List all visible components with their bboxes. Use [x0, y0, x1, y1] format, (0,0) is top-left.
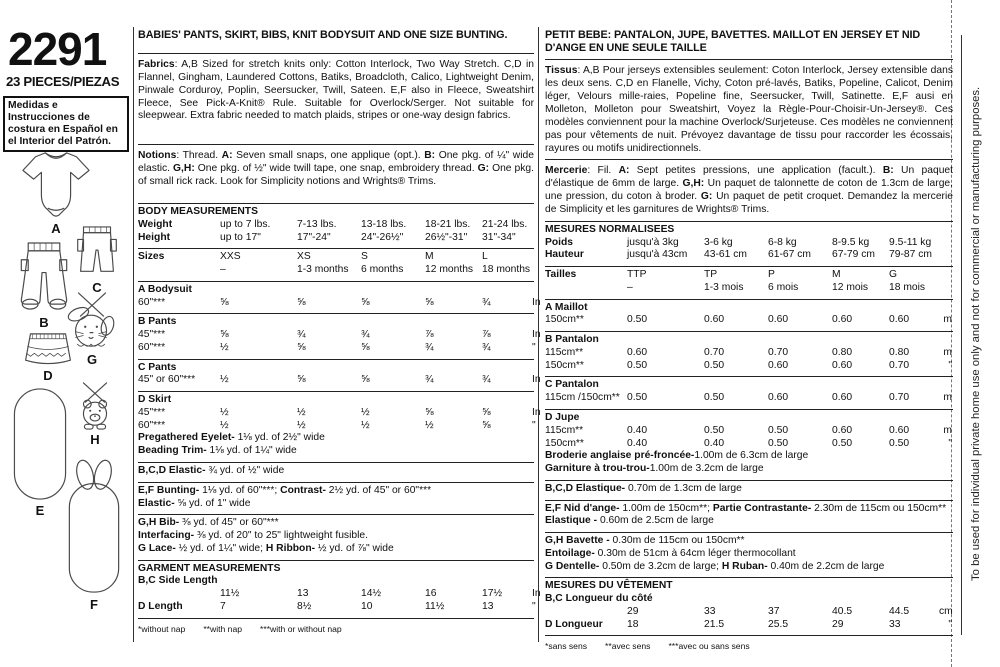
table-row: G Dentelle- 0.50m de 3.2cm de large; H Ruban- 0.40m de 2.2cm de large [545, 560, 885, 572]
table-cell: 0.50 [627, 392, 648, 404]
table-row [138, 264, 534, 277]
table-row: G,H Bib- ⅜ yd. of 45" or 60"*** [138, 517, 279, 529]
bunny-bunting-icon [65, 458, 123, 596]
table-cell: 0.70 [889, 392, 910, 404]
table-cell: ⅝ [220, 296, 229, 308]
french-fabrics-paragraph: Tissus: A,B Pour jerseys extensibles seulement: Coton Interlock, Jersey extensible dans les deux sens. C,D en Flanelle, Vichy, Coton pré-lavés, Batiks, Popeline, Calicot, Denim léger, Velours mille-raies, Popeline fine, Seersucker, Twill, Satinette. E,F ausi en Molleton, Molleton pour Sweatshirt, Voyez la Règle-Pour-Choisir-Un-Jersey®. Ces modèles conviennent pour la machine Overlock/Surjeteuse. Ces modèles ne conviennent pas pour vêtements de nuit. Prévoyez davantage de tissu pour raccorder les écossais, rayures ou motifs unidirectionnels. [545, 65, 953, 154]
table-cell: 6 months [361, 264, 404, 276]
table-row: BODY MEASUREMENTS [138, 206, 258, 217]
table-cell: ½ [220, 341, 229, 353]
table-cell: 31"-34" [482, 231, 516, 243]
table-section [138, 561, 541, 619]
table-cell: up to 17" [220, 231, 261, 243]
table-section [545, 332, 953, 377]
table-cell: 21.5 [704, 618, 725, 630]
skirt-icon [22, 330, 74, 367]
table-cell: up to 7 lbs. [220, 218, 271, 230]
table-cell: 0.50 [768, 424, 789, 436]
table-cell: 0.50 [704, 392, 725, 404]
table-cell: S [361, 251, 368, 263]
footnote: ***avec ou sans sens [668, 641, 750, 652]
view-d-sketch [21, 330, 75, 383]
table-row: E,F Nid d'ange- 1.00m de 150cm**; Partie Contrastante- 2.30m de 115cm ou 150cm** [545, 502, 947, 514]
table-row [545, 392, 953, 405]
table-section [138, 360, 541, 393]
french-column [545, 27, 953, 652]
table-cell: 43-61 cm [704, 249, 747, 261]
table-cell: 0.50 [704, 424, 725, 436]
table-section [138, 314, 541, 359]
table-cell: 6 mois [768, 281, 799, 293]
row-label: 115cm** [545, 346, 584, 358]
table-row: Garniture à trou-trou-1.00m de 3.2cm de large [545, 463, 764, 475]
table-cell: ⅝ [361, 296, 370, 308]
english-fabrics-paragraph: Fabrics: A,B Sized for stretch knits only: Cotton Interlock, Two Way Stretch. C,D in Flannel, Gingham, Laundered Cottons, Batiks, Broadcloth, Calico, Lightweight Denim, Pinwale Corduroy, Poplin, Seersucker, Twill, Sateen. E,F also in Fleece, Sweatshirt Fleece, See Pick-A-Knit® Rule. Suitable for Overlock/Serger. Not suitable for sleepwear. Extra fabric needed to match plaids, stripes or one-way design fabrics. [138, 59, 534, 122]
table-cell: 14½ [361, 588, 382, 600]
table-section [545, 578, 953, 636]
view-a-label: A [51, 221, 61, 236]
table-cell: P [768, 269, 775, 281]
table-cell: jusqu'à 3kg [627, 236, 679, 248]
row-label: 150cm** [545, 437, 584, 449]
view-d-label: D [43, 368, 53, 383]
table-cell: 0.60 [768, 359, 789, 371]
unit-cell: m [943, 314, 952, 326]
table-cell: 0.70 [704, 346, 725, 358]
table-cell: ⅝ [425, 406, 434, 418]
table-row: B Pants [138, 316, 177, 328]
table-section [545, 533, 953, 578]
table-section [138, 463, 534, 483]
table-cell: 0.60 [832, 392, 853, 404]
table-row [138, 588, 541, 601]
table-cell: 8½ [297, 600, 312, 612]
french-notions-paragraph: Mercerie: Fil. A: Sept petites pressions, une application (facult.). B: Un paquet d'élastique de 6mm de large. G,H: Un paquet de talonnette de coton de 1.3cm de large, une pression, du coton à broder. G: Un paquet de petit croquet. Demandez la mercerie de Simplicity et les garnitures de Wrights® Trims. [545, 165, 954, 215]
table-row: Entoilage- 0.30m de 51cm à 64cm léger thermocollant [545, 547, 796, 559]
row-label: Sizes [138, 251, 165, 263]
table-cell: 37 [768, 605, 780, 617]
table-cell: 0.50 [832, 437, 853, 449]
table-row [545, 269, 953, 282]
table-cell: ½ [220, 374, 229, 386]
table-cell: 61-67 cm [768, 249, 811, 261]
table-row [138, 329, 541, 342]
table-cell: 13-18 lbs. [361, 218, 407, 230]
table-row: MESURES DU VÊTEMENT [545, 580, 673, 592]
spanish-note-box: Medidas e Instrucciones de costura en Español en el Interior del Patrón. [3, 96, 129, 152]
table-row [545, 347, 953, 360]
table-row: Elastique - 0.60m de 2.5cm de large [545, 515, 714, 527]
row-label: 150cm** [545, 359, 584, 371]
table-cell: 0.40 [704, 437, 725, 449]
table-row [138, 251, 534, 264]
table-cell: 1-3 months [297, 264, 349, 276]
table-cell: G [889, 269, 898, 281]
table-cell: ½ [220, 419, 229, 431]
table-row: C Pants [138, 361, 177, 373]
row-label: 115cm /150cm** [545, 392, 620, 404]
unit-cell: " [948, 359, 952, 371]
unit-cell: In [532, 296, 541, 308]
table-cell: XS [297, 251, 311, 263]
table-row: GARMENT MEASUREMENTS [138, 562, 281, 574]
table-cell: 0.60 [768, 392, 789, 404]
row-label: Poids [545, 236, 574, 248]
view-c-label: C [92, 280, 102, 295]
table-cell: 0.60 [832, 424, 853, 436]
row-label: D Length [138, 600, 183, 612]
row-label: D Longueur [545, 618, 603, 630]
table-cell: 3-6 kg [704, 236, 733, 248]
view-c-sketch [74, 225, 120, 295]
table-section [545, 501, 953, 534]
table-cell: 18 mois [889, 281, 926, 293]
unit-cell: " [532, 419, 536, 431]
row-label: 45" or 60"*** [138, 374, 196, 386]
row-label: Hauteur [545, 249, 584, 261]
table-cell: ¾ [482, 341, 491, 353]
table-cell: 0.60 [768, 314, 789, 326]
legal-vertical-text: To be used for individual private home use only and not for commercial or manufacturing purposes. [970, 86, 982, 581]
table-section [545, 222, 953, 267]
table-cell: ⅝ [297, 374, 306, 386]
table-cell: 13 [297, 588, 309, 600]
table-cell: ⅝ [482, 419, 491, 431]
view-f-sketch [64, 458, 124, 612]
table-cell: 33 [889, 618, 901, 630]
table-cell: 0.60 [832, 314, 853, 326]
table-row: B,C,D Elastic- ¾ yd. of ½" wide [138, 465, 285, 477]
row-label: 60"*** [138, 341, 166, 353]
table-row: Broderie anglaise pré-froncée-1.00m de 6.3cm de large [545, 450, 809, 462]
table-cell: 0.60 [704, 314, 725, 326]
footnote: *sans sens [545, 641, 588, 652]
table-cell: 0.80 [889, 346, 910, 358]
table-cell: 24"-26½" [361, 231, 404, 243]
table-cell: 18-21 lbs. [425, 218, 471, 230]
table-cell: – [220, 264, 226, 276]
english-notions-paragraph: Notions: Thread. A: Seven small snaps, one applique (opt.). B: One pkg. of ¼" wide elastic. G,H: One pkg. of ½" wide twill tape, one snap, embroidery thread. G: One pkg. of small rick rack. Look for Simplicity notions and Wrights® Trims. [138, 150, 534, 187]
table-row: A Maillot [545, 301, 588, 313]
bunting-icon [11, 386, 69, 502]
bodysuit-icon [18, 148, 94, 220]
table-row: Beading Trim- 1⅛ yd. of 1¼" wide [138, 445, 297, 457]
table-row [545, 425, 953, 438]
row-label: 60"*** [138, 296, 166, 308]
unit-cell: In [532, 588, 541, 600]
row-label: 150cm** [545, 314, 584, 326]
table-cell: 10 [361, 600, 373, 612]
view-h-sketch [74, 381, 116, 447]
row-label: 45"*** [138, 406, 166, 418]
view-g-label: G [86, 352, 98, 367]
view-a-sketch [14, 148, 98, 236]
row-label: Weight [138, 218, 173, 230]
unit-cell: m [943, 392, 952, 404]
unit-cell: m [943, 424, 952, 436]
unit-cell: cm [939, 605, 953, 617]
french-yardage-table [545, 222, 953, 637]
table-row: C Pantalon [545, 379, 599, 391]
table-row: G,H Bavette - 0.30m de 115cm ou 150cm** [545, 535, 745, 547]
table-row: Pregathered Eyelet- 1⅛ yd. of 2½" wide [138, 432, 325, 444]
table-row [138, 406, 541, 420]
table-cell: ½ [220, 406, 229, 418]
table-row [138, 374, 541, 387]
footnote: ***with or without nap [260, 623, 342, 634]
table-cell: 13 [482, 600, 494, 612]
pieces-count: 23 PIECES/PIEZAS [6, 74, 120, 89]
table-cell: ¾ [425, 374, 434, 386]
table-cell: TTP [627, 269, 647, 281]
table-section [138, 249, 534, 282]
table-cell: 0.50 [627, 359, 648, 371]
table-section [138, 392, 541, 463]
table-cell: 9.5-11 kg [889, 236, 932, 248]
table-section [138, 204, 534, 249]
table-cell: 0.40 [627, 437, 648, 449]
table-row [138, 601, 534, 614]
table-row: B,C Longueur du côté [545, 593, 653, 605]
table-cell: 11½ [425, 600, 445, 612]
table-cell: 29 [627, 605, 639, 617]
row-label: 60"*** [138, 419, 166, 431]
table-cell: 18 [627, 618, 639, 630]
table-cell: 0.50 [704, 359, 725, 371]
table-cell: 67-79 cm [832, 249, 875, 261]
table-cell: 40.5 [832, 605, 853, 617]
view-e-label: E [35, 503, 45, 518]
table-cell: ¾ [297, 329, 306, 341]
unit-cell: " [532, 341, 536, 353]
table-section [545, 300, 953, 333]
bear-bib-icon [75, 381, 115, 431]
table-cell: ⅞ [425, 329, 434, 341]
english-yardage-table [138, 204, 541, 619]
english-footnotes [138, 619, 534, 635]
table-cell: ⅞ [482, 329, 491, 341]
table-section [138, 483, 534, 516]
table-cell: 17"-24" [297, 231, 331, 243]
sidebar [0, 0, 132, 667]
unit-cell: In [532, 374, 541, 386]
table-cell: 16 [425, 588, 437, 600]
table-row [545, 314, 953, 327]
table-cell: jusqu'à 43cm [627, 249, 688, 261]
table-cell: L [482, 251, 488, 263]
table-cell: TP [704, 269, 718, 281]
table-row: B Pantalon [545, 334, 599, 346]
footnote: **with nap [203, 623, 243, 634]
french-footnotes [545, 636, 953, 652]
table-cell: 8-9.5 kg [832, 236, 870, 248]
table-cell: – [627, 281, 633, 293]
table-cell: ¾ [482, 296, 491, 308]
table-cell: ⅝ [297, 296, 306, 308]
table-row: D Jupe [545, 411, 580, 423]
table-cell: ½ [361, 419, 370, 431]
table-row: A Bodysuit [138, 283, 192, 295]
table-cell: ½ [425, 419, 434, 431]
table-cell: 7-13 lbs. [297, 218, 337, 230]
table-row [138, 420, 534, 433]
table-section [545, 481, 953, 501]
french-title: PETIT BEBE: PANTALON, JUPE, BAVETTES. MAILLOT EN JERSEY ET NID D'ANGE EN UNE SEULE TAILLE [545, 29, 921, 55]
table-cell: 0.80 [832, 346, 853, 358]
table-row [545, 606, 953, 619]
table-cell: ⅝ [220, 329, 229, 341]
table-row: B,C Side Length [138, 575, 218, 587]
table-section [545, 410, 953, 481]
unit-cell: In [532, 329, 541, 341]
view-f-label: F [90, 597, 98, 612]
table-row [138, 219, 534, 232]
table-cell: XXS [220, 251, 241, 263]
table-cell: 44.5 [889, 605, 910, 617]
table-cell: 0.60 [889, 314, 910, 326]
view-h-label: H [90, 432, 100, 447]
table-section [138, 515, 534, 560]
table-cell: 21-24 lbs. [482, 218, 528, 230]
table-cell: 1-3 mois [704, 281, 744, 293]
table-row: Interfacing- ⅜ yd. of 20" to 25" lightweight fusible. [138, 530, 368, 542]
table-cell: 79-87 cm [889, 249, 932, 261]
table-cell: ¾ [361, 329, 370, 341]
table-row [545, 249, 953, 262]
table-cell: ½ [297, 406, 306, 418]
table-cell: 29 [832, 618, 844, 630]
pattern-number: 2291 [8, 23, 107, 75]
table-cell: 7 [220, 600, 226, 612]
table-row [138, 342, 534, 355]
table-cell: ⅝ [297, 341, 306, 353]
table-cell: 0.50 [627, 314, 648, 326]
table-row [545, 360, 953, 373]
table-row: Elastic- ⅝ yd. of 1" wide [138, 497, 251, 509]
table-row: MESURES NORMALISEES [545, 223, 675, 235]
table-cell: 0.50 [889, 437, 910, 449]
view-b-label: B [39, 315, 49, 330]
table-cell: ¾ [482, 374, 491, 386]
divider-sidebar-english [133, 27, 134, 642]
table-row: B,C,D Elastique- 0.70m de 1.3cm de large [545, 482, 742, 494]
table-cell: 0.50 [768, 437, 789, 449]
table-cell: M [832, 269, 841, 281]
row-label: 115cm** [545, 424, 584, 436]
table-cell: 6-8 kg [768, 236, 797, 248]
divider-legal [961, 35, 962, 635]
unit-cell: m [943, 346, 952, 358]
table-cell: 25.5 [768, 618, 789, 630]
table-cell: 26½"-31" [425, 231, 468, 243]
table-cell: ½ [361, 406, 370, 418]
table-cell: 0.60 [627, 346, 648, 358]
table-row [545, 438, 953, 451]
row-label: 45"*** [138, 329, 166, 341]
table-row: G Lace- ½ yd. of 1¼" wide; H Ribbon- ½ yd. of ⅞" wide [138, 542, 394, 554]
table-cell: ⅝ [482, 406, 491, 418]
table-row: E,F Bunting- 1⅛ yd. of 60"***; Contrast- 2½ yd. of 45" or 60"*** [138, 484, 432, 496]
table-row [138, 296, 541, 310]
unit-cell: " [948, 437, 952, 449]
english-title: BABIES' PANTS, SKIRT, BIBS, KNIT BODYSUIT AND ONE SIZE BUNTING. [138, 29, 508, 41]
table-cell: 18 months [482, 264, 531, 276]
table-row [138, 232, 534, 245]
row-label: Height [138, 231, 171, 243]
table-cell: 12 mois [832, 281, 869, 293]
unit-cell: In [532, 406, 541, 418]
table-cell: ⅝ [425, 296, 434, 308]
table-section [545, 377, 953, 410]
table-row: D Skirt [138, 394, 172, 406]
table-row [545, 619, 953, 632]
table-cell: ⅝ [361, 341, 370, 353]
table-section [545, 267, 953, 300]
table-row [545, 237, 953, 250]
table-cell: ⅝ [361, 374, 370, 386]
table-cell: 11½ [220, 588, 240, 600]
table-cell: 0.70 [889, 359, 910, 371]
footnote: **avec sens [605, 641, 651, 652]
pants-icon [75, 225, 119, 279]
table-cell: 33 [704, 605, 716, 617]
view-e-sketch [11, 386, 69, 518]
table-section [138, 282, 541, 315]
footnote: *without nap [138, 623, 186, 634]
table-cell: ¾ [425, 341, 434, 353]
table-cell: 12 months [425, 264, 474, 276]
table-cell: 0.60 [889, 424, 910, 436]
table-row [545, 282, 953, 295]
row-label: Tailles [545, 269, 577, 281]
table-cell: 17½ [482, 588, 503, 600]
table-cell: M [425, 251, 434, 263]
table-cell: ½ [297, 419, 306, 431]
unit-cell: " [948, 618, 952, 630]
unit-cell: " [532, 600, 536, 612]
table-cell: 0.40 [627, 424, 648, 436]
english-column [138, 27, 541, 634]
table-cell: 0.60 [832, 359, 853, 371]
table-cell: 0.70 [768, 346, 789, 358]
